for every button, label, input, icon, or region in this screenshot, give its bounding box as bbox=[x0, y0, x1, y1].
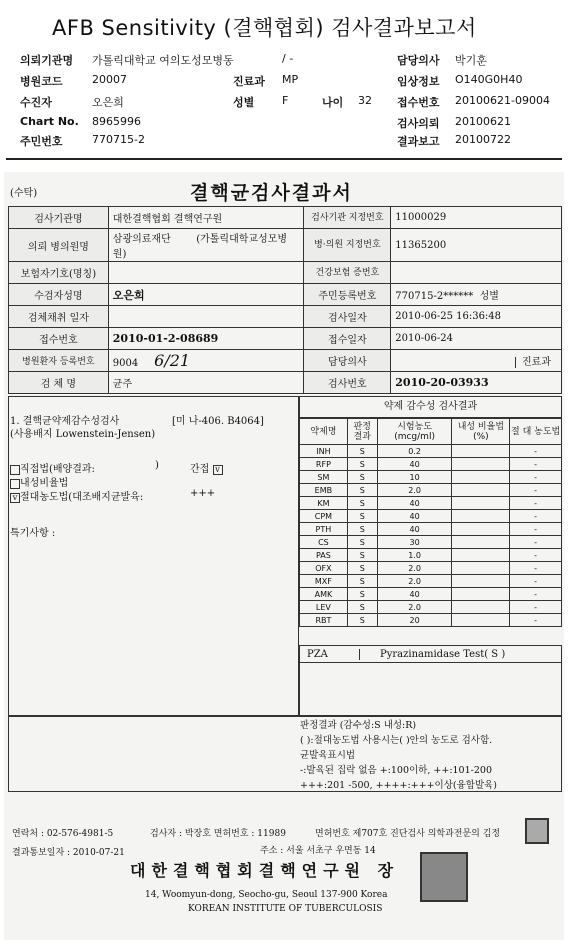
ins-label: 보험자기호(명칭) bbox=[9, 262, 109, 284]
ab-cell: OFX bbox=[300, 562, 348, 575]
ab-cell bbox=[452, 614, 510, 627]
ratio-checkbox[interactable] bbox=[10, 479, 20, 489]
ab-cell bbox=[452, 562, 510, 575]
abs-checkbox[interactable]: v bbox=[10, 493, 20, 503]
doctor: 박기훈 bbox=[455, 54, 487, 67]
test-req: 20100621 bbox=[455, 115, 511, 128]
ab-row bbox=[300, 458, 562, 471]
ab-cell: S bbox=[347, 458, 377, 471]
small-seal bbox=[525, 818, 549, 844]
hosp-code: 20007 bbox=[92, 73, 127, 86]
hosp-label: 의뢰 병의원명 bbox=[9, 229, 109, 262]
rrn-label: 주민번호 bbox=[20, 135, 63, 148]
ab-row bbox=[300, 614, 562, 627]
ab-cell bbox=[452, 549, 510, 562]
indirect-row: 간접 v bbox=[190, 460, 223, 475]
ab-cell: INH bbox=[300, 445, 348, 458]
chart-no: 8965996 bbox=[92, 115, 141, 128]
ab-cell bbox=[452, 510, 510, 523]
health-label: 건강보험 증번호 bbox=[304, 262, 391, 284]
ab-cell bbox=[452, 523, 510, 536]
ab-cell: 1.0 bbox=[377, 549, 452, 562]
rrn: 770715-2 bbox=[92, 133, 145, 146]
ab-cell: - bbox=[510, 458, 562, 471]
ab-cell: 40 bbox=[377, 523, 452, 536]
ratio-row: 내성비율법 bbox=[10, 474, 68, 489]
form-receipt-label: 접수번호 bbox=[9, 328, 109, 350]
ab-cell: S bbox=[347, 549, 377, 562]
ab-cell: S bbox=[347, 601, 377, 614]
official-seal bbox=[420, 852, 468, 902]
ab-row bbox=[300, 549, 562, 562]
ab-cell: S bbox=[347, 497, 377, 510]
ab-cell: 20 bbox=[377, 614, 452, 627]
report-date: 20100722 bbox=[455, 133, 511, 146]
ab-cell: - bbox=[510, 523, 562, 536]
ab-cell: LEV bbox=[300, 601, 348, 614]
ab-cell: 40 bbox=[377, 497, 452, 510]
hosp: 삼광의료재단 bbox=[112, 234, 171, 245]
ab-cell: S bbox=[347, 510, 377, 523]
health bbox=[391, 262, 562, 284]
note-line: -:발육된 집락 없음 +:100이하, ++:101-200 bbox=[300, 765, 492, 776]
ab-cell: CS bbox=[300, 536, 348, 549]
report-title: AFB Sensitivity (결핵협회) 검사결과보고서 bbox=[52, 16, 477, 40]
ab-cell: PAS bbox=[300, 549, 348, 562]
ab-cell bbox=[452, 445, 510, 458]
ab-cell: RFP bbox=[300, 458, 348, 471]
ab-cell: S bbox=[347, 575, 377, 588]
ab-header-conc: 시험농도 (mcg/ml) bbox=[377, 419, 452, 445]
ab-cell: 2.0 bbox=[377, 484, 452, 497]
test-no-label: 검사번호 bbox=[304, 372, 391, 394]
ab-row bbox=[300, 588, 562, 601]
ab-row bbox=[300, 562, 562, 575]
form-rrn: 770715-2****** bbox=[395, 291, 474, 302]
ab-cell: 2.0 bbox=[377, 575, 452, 588]
test-code: [미 나-406. B4064] bbox=[172, 416, 264, 427]
form-doctor-label: 담당의사 bbox=[304, 350, 391, 372]
indirect-checkbox[interactable]: v bbox=[213, 465, 223, 475]
remarks-label: 특기사항 : bbox=[10, 528, 56, 539]
receipt-date-label: 접수일자 bbox=[304, 328, 391, 350]
ab-table bbox=[299, 418, 562, 627]
hosp-note: (가톨릭대학교성모병원) bbox=[112, 234, 288, 260]
ab-cell: - bbox=[510, 575, 562, 588]
receipt-date: 2010-06-24 bbox=[391, 328, 562, 350]
pat-reg-handwriting: 6/21 bbox=[154, 351, 191, 370]
age: 32 bbox=[358, 94, 372, 107]
report-label: 결과보고 bbox=[397, 135, 440, 148]
license: 면허번호 제707호 진단검사 의학과전문의 김정 bbox=[315, 829, 501, 839]
ab-cell: MXF bbox=[300, 575, 348, 588]
direct-row: 직접법(배양결과: bbox=[10, 460, 95, 475]
header-divider bbox=[6, 158, 562, 160]
pat-reg-cell bbox=[108, 350, 304, 372]
pat-reg-label: 병원환자 등록번호 bbox=[9, 350, 109, 372]
ab-cell: - bbox=[510, 614, 562, 627]
ab-cell: - bbox=[510, 536, 562, 549]
ab-cell: - bbox=[510, 562, 562, 575]
address-ko: 주소 : 서울 서초구 우면동 14 bbox=[260, 846, 376, 856]
ab-row bbox=[300, 445, 562, 458]
name: 오은희 bbox=[108, 284, 304, 306]
ab-cell: 10 bbox=[377, 471, 452, 484]
ab-row bbox=[300, 523, 562, 536]
ab-cell bbox=[452, 536, 510, 549]
ab-header-ratio: 내성 비율법(%) bbox=[452, 419, 510, 445]
ab-row bbox=[300, 471, 562, 484]
note-line: +++:201 -500, ++++:+++이상(융합발육) bbox=[300, 780, 498, 791]
chart-label: Chart No. bbox=[20, 115, 79, 128]
specimen-label: 검 체 명 bbox=[9, 372, 109, 394]
ab-cell: EMB bbox=[300, 484, 348, 497]
form-tag: (수탁) bbox=[10, 188, 38, 199]
hosp-no-label: 병·의원 지정번호 bbox=[304, 229, 391, 262]
hosp-cell bbox=[108, 229, 304, 262]
collect-label: 검체채취 일자 bbox=[9, 306, 109, 328]
ab-header-drug: 약제명 bbox=[300, 419, 348, 445]
test-date: 2010-06-25 16:36:48 bbox=[391, 306, 562, 328]
lab-label: 검사기관명 bbox=[9, 207, 109, 229]
dept-label: 진료과 bbox=[233, 75, 265, 88]
lab-no-label: 검사기관 지정번호 bbox=[304, 207, 391, 229]
ab-cell: - bbox=[510, 497, 562, 510]
clinical-label: 임상정보 bbox=[397, 75, 440, 88]
ab-cell: PTH bbox=[300, 523, 348, 536]
patient-label: 수진자 bbox=[20, 96, 52, 109]
ab-cell: - bbox=[510, 601, 562, 614]
ab-cell: - bbox=[510, 445, 562, 458]
lab-no: 11000029 bbox=[391, 207, 562, 229]
form-rrn-label: 주민등록번호 bbox=[304, 284, 391, 306]
form-clinic-label: 진료과 bbox=[515, 357, 557, 368]
ab-cell bbox=[452, 575, 510, 588]
ab-cell bbox=[452, 471, 510, 484]
direct-paren: ) bbox=[155, 460, 159, 471]
ab-header-abs: 절 대 농도법 bbox=[510, 419, 562, 445]
age-label: 나이 bbox=[322, 96, 344, 109]
note-line: ( ):절대농도법 사용시는( )안의 농도로 검사함. bbox=[300, 735, 493, 746]
notes bbox=[300, 718, 497, 793]
contact: 연락처 : 02-576-4981-5 bbox=[12, 829, 114, 839]
sex-label: 성별 bbox=[233, 96, 255, 109]
ab-cell bbox=[452, 484, 510, 497]
clinical: O140G0H40 bbox=[455, 73, 523, 86]
address-en: 14, Woomyun-dong, Seocho-gu, Seoul 137-900 Korea bbox=[145, 890, 388, 900]
ab-cell: AMK bbox=[300, 588, 348, 601]
ab-cell: - bbox=[510, 549, 562, 562]
ab-cell: 2.0 bbox=[377, 601, 452, 614]
ab-cell bbox=[452, 601, 510, 614]
ab-cell: 0.2 bbox=[377, 445, 452, 458]
test-date-label: 검사일자 bbox=[304, 306, 391, 328]
notify-date: 결과통보일자 : 2010-07-21 bbox=[12, 848, 125, 858]
ab-cell: - bbox=[510, 484, 562, 497]
ab-cell: S bbox=[347, 614, 377, 627]
name-label: 수검자성명 bbox=[9, 284, 109, 306]
test-no: 2010-20-03933 bbox=[391, 372, 562, 394]
ab-row bbox=[300, 575, 562, 588]
ab-cell: CPM bbox=[300, 510, 348, 523]
method-section bbox=[8, 396, 299, 716]
note-line: 판정결과 (감수성:S 내성:R) bbox=[300, 720, 417, 731]
pza-label: PZA bbox=[307, 649, 328, 660]
org-name: 대한결핵협회결핵연구원 장 bbox=[130, 861, 400, 880]
medium: (사용배지 Lowenstein-Jensen) bbox=[10, 429, 156, 440]
pza-row bbox=[299, 648, 562, 663]
ab-cell bbox=[452, 458, 510, 471]
patient: 오은희 bbox=[92, 96, 124, 109]
note-line: 균발육표시법 bbox=[300, 750, 356, 761]
ab-cell: S bbox=[347, 471, 377, 484]
hosp-no: 11365200 bbox=[391, 229, 562, 262]
ab-row bbox=[300, 484, 562, 497]
ab-row bbox=[300, 510, 562, 523]
lab: 대한결핵협회 결핵연구원 bbox=[108, 207, 304, 229]
receipt: 20100621-09004 bbox=[455, 94, 550, 107]
ab-cell: 40 bbox=[377, 510, 452, 523]
direct-checkbox[interactable] bbox=[10, 465, 20, 475]
ab-cell: S bbox=[347, 562, 377, 575]
ab-header-result: 판정 결과 bbox=[347, 419, 377, 445]
ab-cell: 30 bbox=[377, 536, 452, 549]
ab-cell: - bbox=[510, 588, 562, 601]
collect bbox=[108, 306, 304, 328]
ab-row bbox=[300, 601, 562, 614]
ab-cell: RBT bbox=[300, 614, 348, 627]
req-org: 가톨릭대학교 여의도성모병동 bbox=[92, 54, 234, 67]
ab-cell bbox=[452, 588, 510, 601]
pza-value: Pyrazinamidase Test( S ) bbox=[359, 649, 505, 660]
ab-cell bbox=[452, 497, 510, 510]
ab-cell: S bbox=[347, 484, 377, 497]
abs-row: v 절대농도법(대조배지균발육: bbox=[10, 488, 143, 503]
req-org-extra: / - bbox=[282, 52, 294, 65]
ab-cell: - bbox=[510, 471, 562, 484]
org-en: KOREAN INSTITUTE OF TUBERCULOSIS bbox=[188, 904, 383, 914]
receipt-label: 접수번호 bbox=[397, 96, 440, 109]
form-info-table bbox=[8, 206, 562, 394]
test-title: 1. 결핵균약제감수성검사 bbox=[10, 416, 120, 427]
abs-growth: +++ bbox=[190, 488, 216, 499]
ab-cell: S bbox=[347, 445, 377, 458]
form-title: 결핵균검사결과서 bbox=[190, 182, 353, 204]
ab-cell: 40 bbox=[377, 588, 452, 601]
ab-cell: 2.0 bbox=[377, 562, 452, 575]
specimen: 균주 bbox=[108, 372, 304, 394]
ab-cell: SM bbox=[300, 471, 348, 484]
ab-cell: - bbox=[510, 510, 562, 523]
pat-reg: 9004 bbox=[112, 358, 139, 369]
test-req-label: 검사의뢰 bbox=[397, 117, 440, 130]
ab-cell: KM bbox=[300, 497, 348, 510]
ab-cell: S bbox=[347, 588, 377, 601]
ab-cell: 40 bbox=[377, 458, 452, 471]
req-org-label: 의뢰기관명 bbox=[20, 54, 74, 67]
sex: F bbox=[282, 94, 289, 107]
ins bbox=[108, 262, 304, 284]
ab-cell: S bbox=[347, 523, 377, 536]
form-sex-label: 성별 bbox=[479, 291, 499, 302]
ab-cell: S bbox=[347, 536, 377, 549]
ab-row bbox=[300, 536, 562, 549]
doctor-label: 담당의사 bbox=[397, 54, 440, 67]
form-clinic-cell bbox=[391, 350, 562, 372]
form-receipt: 2010-01-2-08689 bbox=[108, 328, 304, 350]
form-rrn-cell bbox=[391, 284, 562, 306]
hosp-code-label: 병원코드 bbox=[20, 75, 63, 88]
ab-title: 약제 감수성 검사결과 bbox=[299, 396, 562, 418]
dept: MP bbox=[282, 73, 299, 86]
examiner: 검사자 : 박장호 면허번호 : 11989 bbox=[150, 829, 286, 839]
ab-row bbox=[300, 497, 562, 510]
